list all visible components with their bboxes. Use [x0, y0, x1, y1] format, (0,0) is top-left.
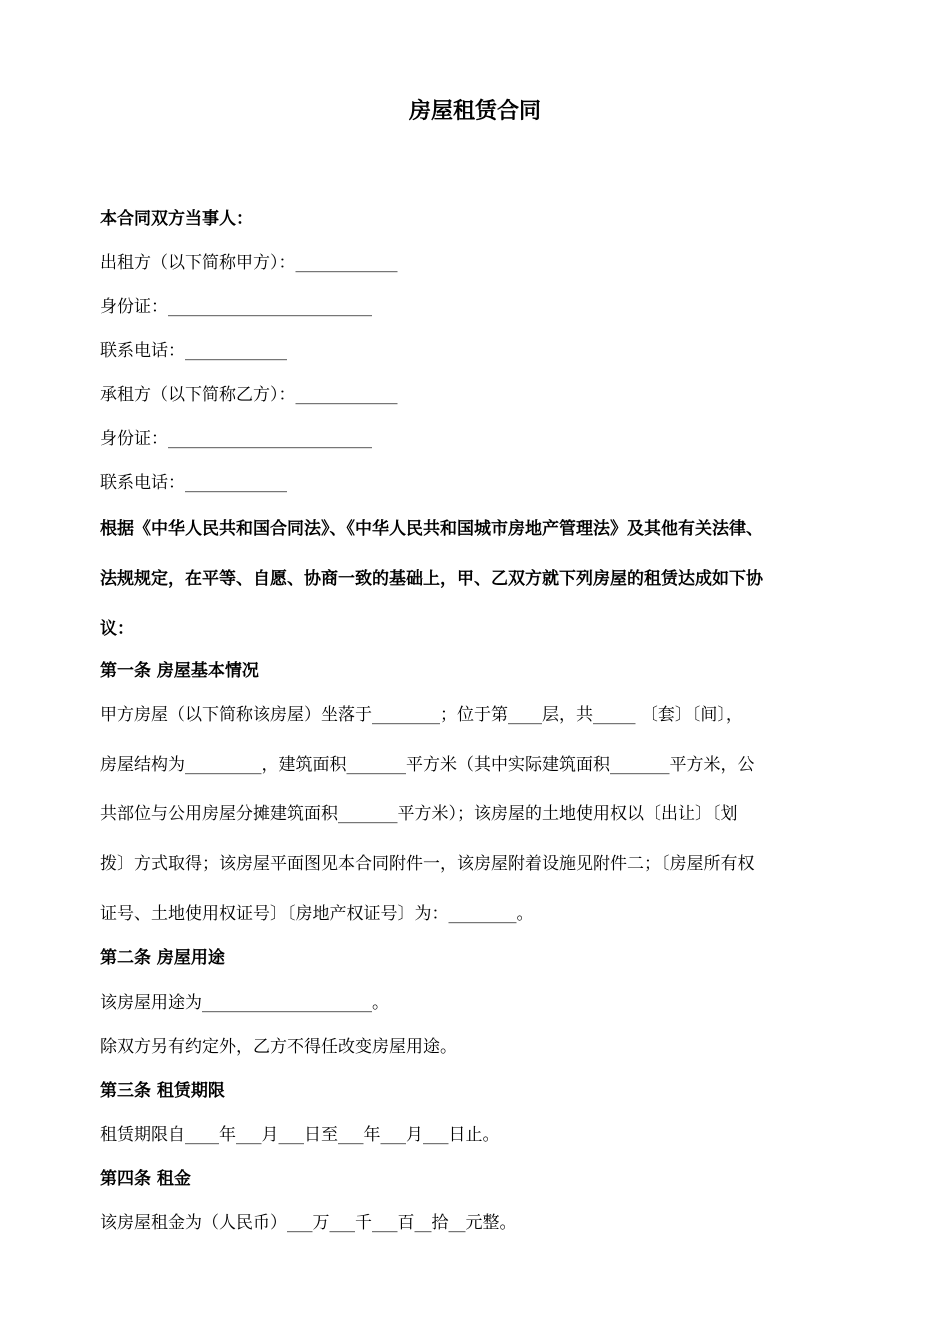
lessor-line: 出租方（以下简称甲方）：____________ — [100, 253, 398, 273]
preamble-line: 法规规定，在平等、自愿、协商一致的基础上，甲、乙双方就下列房屋的租赁达成如下协 — [100, 569, 763, 589]
lessee-id-line: 身份证：________________________ — [100, 429, 372, 449]
lessee-phone-line: 联系电话：____________ — [100, 473, 287, 493]
article-4-line: 该房屋租金为（人民币）___万___千___百__拾__元整。 — [100, 1213, 517, 1233]
article-1-line: 甲方房屋（以下简称该房屋）坐落于________；位于第____层，共_____ 〔套〕〔间〕， — [100, 705, 743, 725]
parties-heading: 本合同双方当事人： — [100, 209, 253, 229]
article-2-line: 除双方另有约定外，乙方不得任改变房屋用途。 — [100, 1037, 457, 1057]
lessor-id-line: 身份证：________________________ — [100, 297, 372, 317]
article-2-heading: 第二条 房屋用途 — [100, 948, 225, 968]
article-1-line: 共部位与公用房屋分摊建筑面积_______平方米）；该房屋的土地使用权以〔出让〕〔划 — [100, 804, 738, 824]
article-1-line: 拨〕方式取得；该房屋平面图见本合同附件一，该房屋附着设施见附件二；〔房屋所有权 — [100, 854, 755, 874]
article-3-line: 租赁期限自____年___月___日至___年___月___日止。 — [100, 1125, 500, 1145]
article-4-heading: 第四条 租金 — [100, 1169, 191, 1189]
article-1-line: 证号、土地使用权证号〕〔房地产权证号〕为：________。 — [100, 904, 534, 924]
lessee-line: 承租方（以下简称乙方）：____________ — [100, 385, 398, 405]
preamble-line: 议： — [100, 619, 134, 639]
document-title: 房屋租赁合同 — [408, 98, 541, 124]
preamble-line: 根据《中华人民共和国合同法》、《中华人民共和国城市房地产管理法》及其他有关法律、 — [100, 519, 763, 539]
article-3-heading: 第三条 租赁期限 — [100, 1081, 225, 1101]
article-1-line: 房屋结构为_________，建筑面积_______平方米（其中实际建筑面积_______平方米，公 — [100, 755, 755, 775]
article-2-line: 该房屋用途为____________________。 — [100, 993, 389, 1013]
article-1-heading: 第一条 房屋基本情况 — [100, 661, 259, 681]
lessor-phone-line: 联系电话：____________ — [100, 341, 287, 361]
